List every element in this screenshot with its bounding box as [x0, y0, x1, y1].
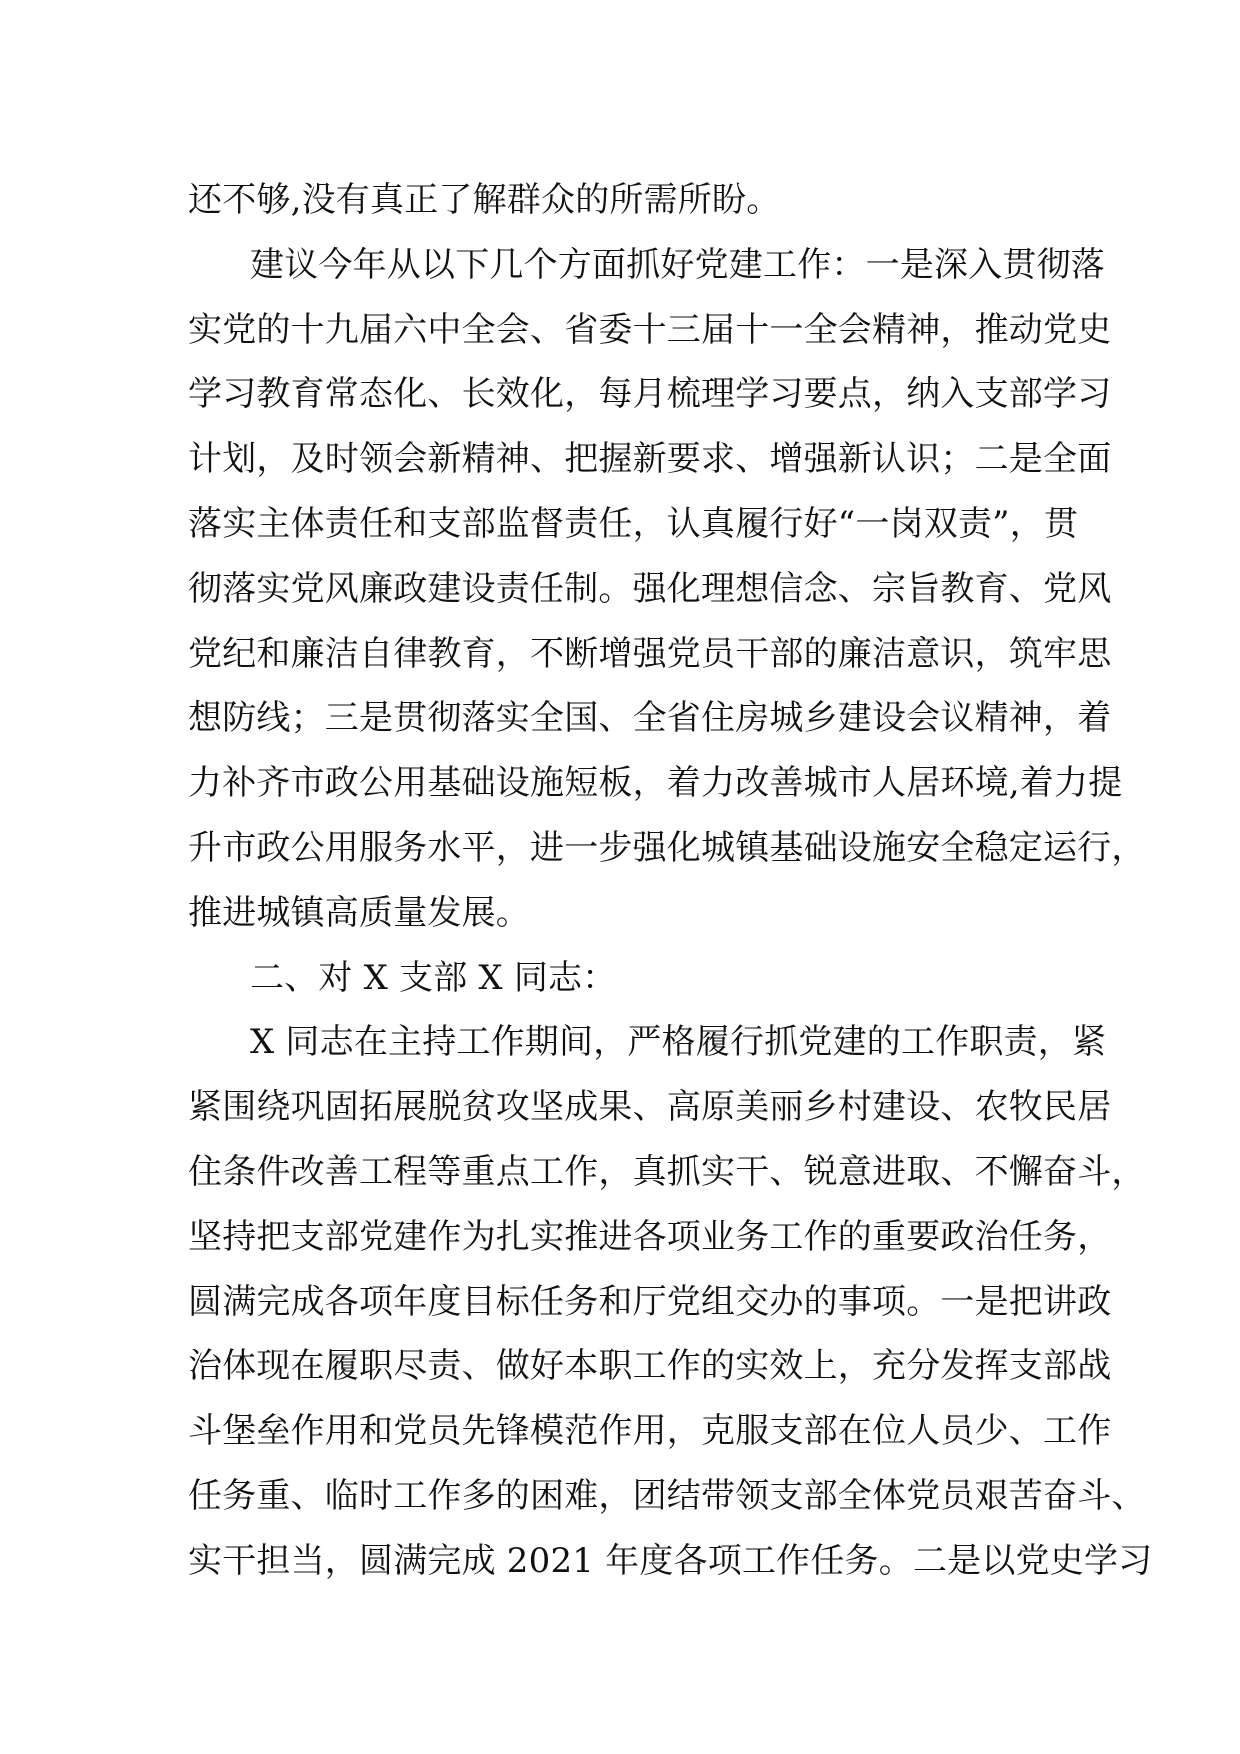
text-line: 推进城镇高质量发展。	[188, 892, 530, 933]
text-line: 治体现在履职尽责、做好本职工作的实效上，充分发挥支部战	[188, 1346, 1112, 1387]
text-line: 党纪和廉洁自律教育，不断增强党员干部的廉洁意识，筑牢思	[188, 633, 1112, 674]
text-line: 学习教育常态化、长效化，每月梳理学习要点，纳入支部学习	[188, 374, 1112, 415]
text-line: 实党的十九届六中全会、省委十三届十一全会精神，推动党史	[188, 309, 1112, 350]
text-line: 实干担当，圆满完成 2021 年度各项工作任务。二是以党史学习	[188, 1540, 1153, 1581]
text-line: 斗堡垒作用和党员先锋模范作用，克服支部在位人员少、工作	[188, 1411, 1112, 1452]
section-heading: 二、对 X 支部 X 同志：	[250, 957, 617, 998]
text-line: 彻落实党风廉政建设责任制。强化理想信念、宗旨教育、党风	[188, 568, 1112, 609]
text-line: 住条件改善工程等重点工作，真抓实干、锐意进取、不懈奋斗，	[188, 1151, 1146, 1192]
text-line: 建议今年从以下几个方面抓好党建工作：一是深入贯彻落	[250, 244, 1105, 285]
text-line: X 同志在主持工作期间，严格履行抓党建的工作职责，紧	[250, 1022, 1107, 1063]
text-line: 紧围绕巩固拓展脱贫攻坚成果、高原美丽乡村建设、农牧民居	[188, 1087, 1112, 1128]
text-line: 升市政公用服务水平，进一步强化城镇基础设施安全稳定运行，	[188, 827, 1146, 868]
text-line: 坚持把支部党建作为扎实推进各项业务工作的重要政治任务，	[188, 1216, 1112, 1257]
document-body	[188, 168, 1153, 1594]
text-line: 力补齐市政公用基础设施短板，着力改善城市人居环境,着力提	[188, 763, 1123, 804]
text-line: 计划，及时领会新精神、把握新要求、增强新认识；二是全面	[188, 439, 1112, 480]
text-line: 任务重、临时工作多的困难，团结带领支部全体党员艰苦奋斗、	[188, 1475, 1146, 1516]
text-line: 圆满完成各项年度目标任务和厅党组交办的事项。一是把讲政	[188, 1281, 1112, 1322]
text-line: 想防线；三是贯彻落实全国、全省住房城乡建设会议精神，着	[188, 698, 1112, 739]
text-line: 落实主体责任和支部监督责任，认真履行好“一岗双责”，贯	[188, 503, 1079, 544]
text-line: 还不够,没有真正了解群众的所需所盼。	[188, 180, 781, 220]
